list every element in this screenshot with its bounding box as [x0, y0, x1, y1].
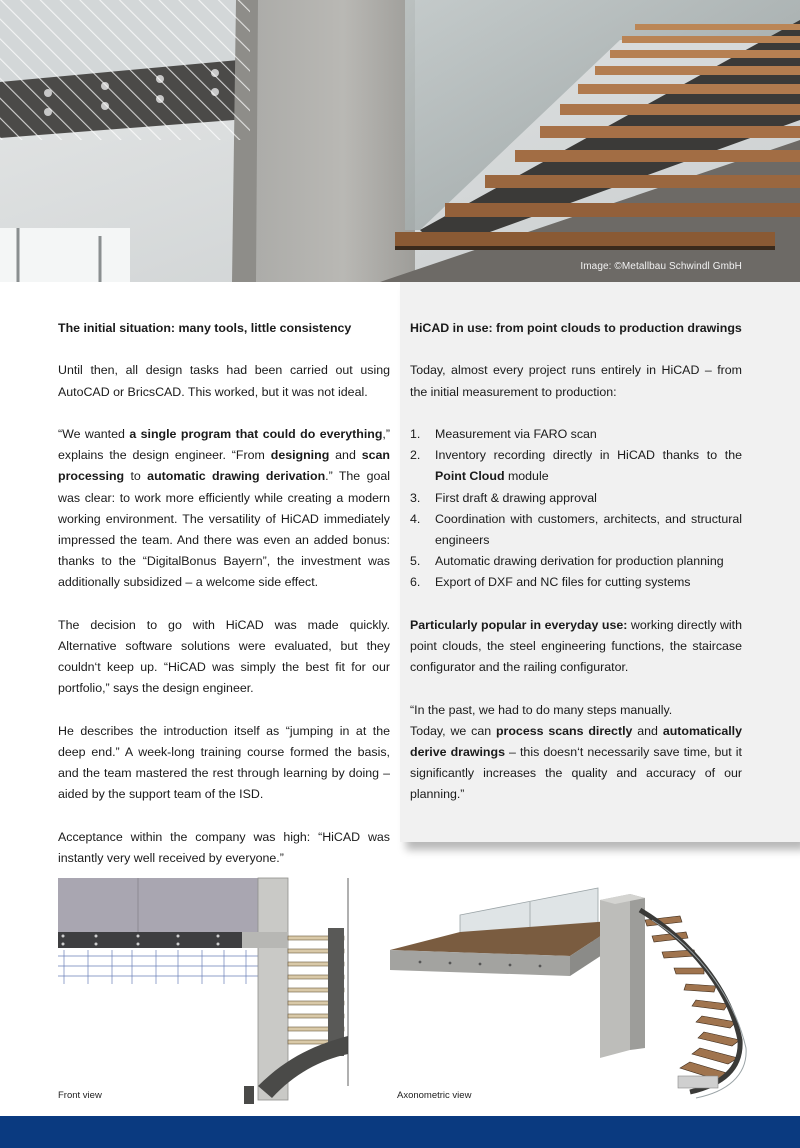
- paragraph: The decision to go with HiCAD was made quickly. Alternative software solutions were evaluated, but they couldn‘t keep up. “HiCAD was simply the best fit for our portfolio,” says the design engineer.: [58, 617, 390, 696]
- list-item: 5. Automatic drawing derivation for production planning: [410, 554, 724, 569]
- right-column: [410, 318, 742, 827]
- footer-bar: [0, 1116, 800, 1148]
- front-view-caption: Front view: [58, 1090, 102, 1101]
- front-view-drawing: [58, 876, 358, 1104]
- left-column: [58, 318, 390, 890]
- list-item: 2. Inventory recording directly in HiCAD thanks to the Point Cloud module: [410, 448, 742, 484]
- paragraph: Particularly popular in everyday use: working directly with point clouds, the steel engineering functions, the staircase configurator and the railing configurator.: [410, 617, 742, 675]
- paragraph: “We wanted a single program that could do everything,” explains the design engineer. “From designing and scan processing to automatic drawing derivation.” The goal was clear: to work more efficiently while creating a modern working environment. The versatility of HiCAD immediately impressed the team. And there was even an added bonus: thanks to the “DigitalBonus Bayern”, the investment was additionally subsidized – a welcome side effect.: [58, 426, 390, 590]
- right-heading: HiCAD in use: from point clouds to production drawings: [410, 321, 742, 335]
- axonometric-drawing: [390, 880, 780, 1110]
- image-credit: Image: ©Metallbau Schwindl GmbH: [580, 261, 742, 272]
- paragraph: Until then, all design tasks had been carried out using AutoCAD or BricsCAD. This worked, but it was not ideal.: [58, 363, 390, 399]
- axonometric-caption: Axonometric view: [397, 1090, 472, 1101]
- paragraph: Acceptance within the company was high: “HiCAD was instantly very well received by everyone.”: [58, 829, 390, 865]
- front-view-image: [58, 876, 358, 1104]
- staircase-photo: [0, 0, 800, 282]
- axonometric-image: [390, 880, 780, 1110]
- quote: “In the past, we had to do many steps manually. Today, we can process scans directly and automatically derive drawings – this doesn‘t necessarily save time, but it significantly increases the quality and accuracy of our planning.”: [410, 702, 743, 802]
- list-item: 6. Export of DXF and NC files for cutting systems: [410, 575, 691, 590]
- list-item: 3. First draft & drawing approval: [410, 490, 597, 505]
- paragraph: Today, almost every project runs entirely in HiCAD – from the initial measurement to production:: [410, 363, 742, 399]
- hero-photo: [0, 0, 800, 282]
- list-item: 4. Coordination with customers, architects, and structural engineers: [410, 511, 742, 547]
- list-item: 1. Measurement via FARO scan: [410, 426, 597, 441]
- process-steps-list: [410, 424, 742, 594]
- paragraph: He describes the introduction itself as “jumping in at the deep end.” A week-long training course formed the basis, and the team mastered the rest through learning by doing – aided by the support team of the ISD.: [58, 723, 390, 802]
- left-heading: The initial situation: many tools, little consistency: [58, 321, 352, 335]
